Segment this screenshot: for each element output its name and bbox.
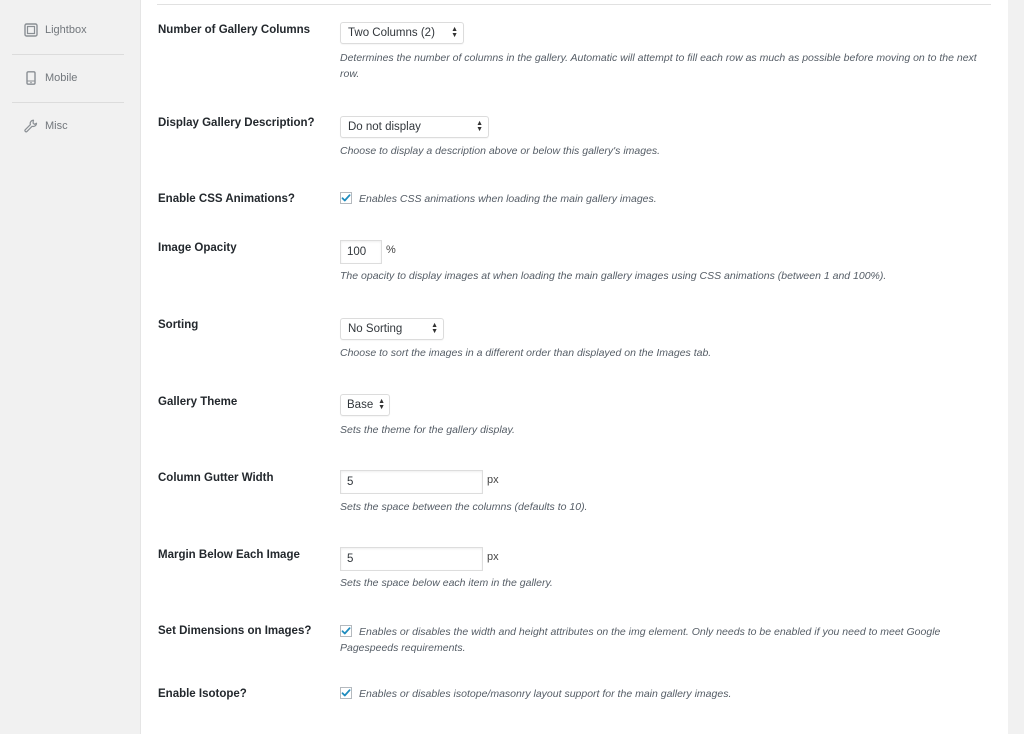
sidebar-item-mobile[interactable] <box>12 56 124 100</box>
gutter-input[interactable]: 5 <box>340 470 483 494</box>
setting-description: Determines the number of columns in the gallery. Automatic will attempt to fill each row as much as possible before moving on to the next row. <box>340 52 977 80</box>
sidebar-divider <box>12 54 124 55</box>
select-arrows-icon: ▲ ▼ <box>476 120 483 133</box>
select-arrows-icon: ▲ ▼ <box>431 322 438 335</box>
setting-description: Enables CSS animations when loading the main gallery images. <box>359 193 657 205</box>
margin-unit: px <box>487 551 499 563</box>
margin-input[interactable]: 5 <box>340 547 483 571</box>
settings-sidebar <box>0 0 140 734</box>
wrench-icon <box>23 118 39 134</box>
panel-divider <box>157 4 991 5</box>
select-value: No Sorting <box>348 323 403 335</box>
settings-panel <box>140 0 1008 734</box>
sidebar-divider <box>12 102 124 103</box>
sorting-select[interactable] <box>340 318 444 340</box>
select-value: Base <box>347 399 374 411</box>
select-arrows-icon: ▲ ▼ <box>451 26 458 39</box>
select-arrows-icon: ▲ ▼ <box>378 398 385 411</box>
opacity-unit: % <box>386 244 396 256</box>
setting-label: Enable CSS Animations? <box>158 193 295 205</box>
sidebar-item-lightbox[interactable] <box>12 8 124 52</box>
css-animations-checkbox[interactable] <box>340 192 352 204</box>
checkmark-icon <box>341 193 351 203</box>
select-value: Do not display <box>348 121 421 133</box>
setting-label: Display Gallery Description? <box>158 117 315 129</box>
setting-label: Margin Below Each Image <box>158 549 300 561</box>
lightbox-icon <box>23 22 39 38</box>
sidebar-item-misc[interactable] <box>12 104 124 148</box>
select-value: Two Columns (2) <box>348 27 435 39</box>
setting-description: Enables or disables isotope/masonry layout support for the main gallery images. <box>359 688 732 700</box>
setting-description: The opacity to display images at when loading the main gallery images using CSS animations (between 1 and 100%). <box>340 270 887 282</box>
setting-description: Choose to display a description above or below this gallery's images. <box>340 145 661 157</box>
sidebar-item-label: Misc <box>45 120 68 132</box>
setting-description: Sets the theme for the gallery display. <box>340 424 515 436</box>
sidebar-item-label: Lightbox <box>45 24 87 36</box>
setting-description: Sets the space between the columns (defaults to 10). <box>340 501 588 513</box>
setting-label: Number of Gallery Columns <box>158 24 311 36</box>
sidebar-item-label: Mobile <box>45 72 78 84</box>
theme-select[interactable] <box>340 394 390 416</box>
setting-description: Choose to sort the images in a different order than displayed on the Images tab. <box>340 347 712 359</box>
setting-label: Set Dimensions on Images? <box>158 625 312 637</box>
setting-label: Gallery Theme <box>158 396 238 408</box>
description-display-select[interactable] <box>340 116 489 138</box>
setting-label: Column Gutter Width <box>158 472 274 484</box>
checkmark-icon <box>341 688 351 698</box>
setting-description: Enables or disables the width and height attributes on the img element. Only needs to be enabled if you need to meet Google Pagespeeds requirements. <box>340 626 941 654</box>
setting-label: Sorting <box>158 319 199 331</box>
mobile-icon <box>23 70 39 86</box>
columns-select[interactable] <box>340 22 464 44</box>
setting-label: Image Opacity <box>158 242 237 254</box>
page-background <box>1008 0 1024 734</box>
setting-description: Sets the space below each item in the gallery. <box>340 577 553 589</box>
setting-label: Enable Isotope? <box>158 688 247 700</box>
isotope-checkbox[interactable] <box>340 687 352 699</box>
gutter-unit: px <box>487 474 499 486</box>
opacity-input[interactable]: 100 <box>340 240 382 264</box>
